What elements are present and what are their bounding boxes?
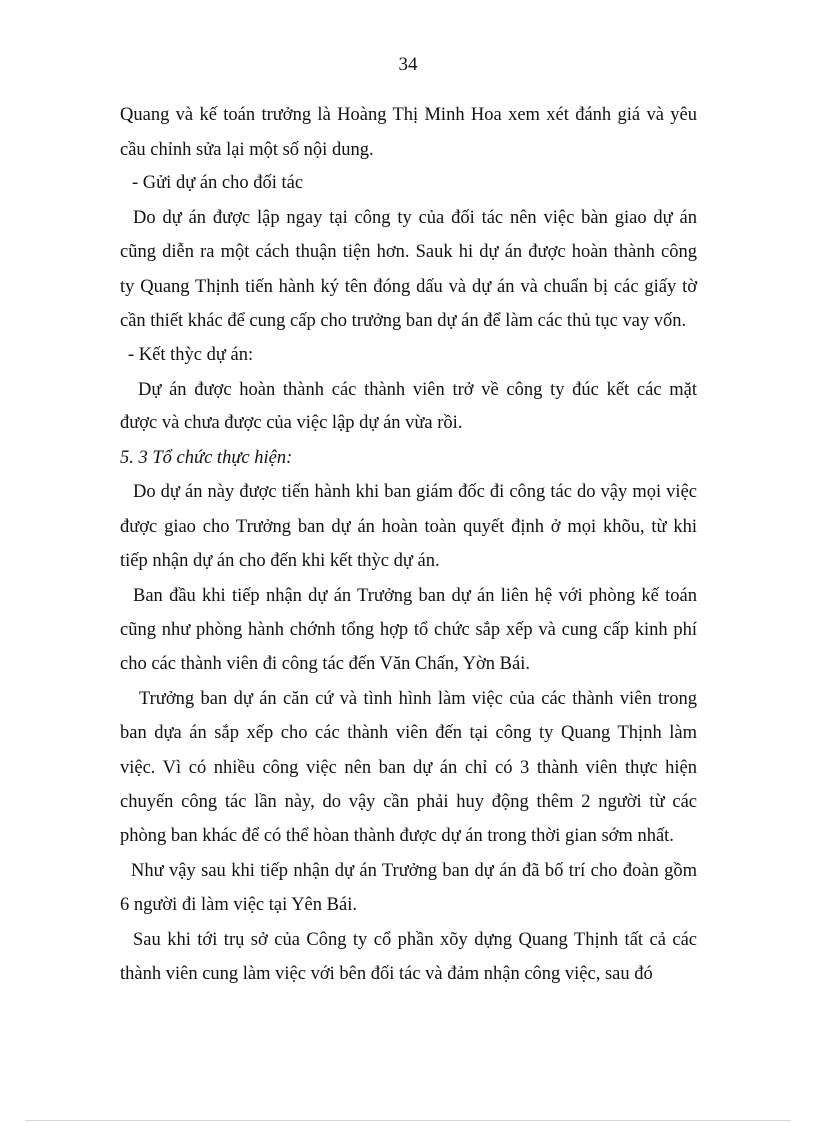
text-line: Dự án được hoàn thành các thành viên trở về công ty đúc kết các mặt bbox=[138, 380, 697, 400]
text-line: 6 người đi làm việc tại Yên Bái. bbox=[120, 895, 357, 915]
text-line: Sau khi tới trụ sở của Công ty cổ phần xõy dựng Quang Thịnh tất cả các bbox=[133, 930, 697, 950]
text-line: Ban đầu khi tiếp nhận dự án Trưởng ban dự án liên hệ với phòng kế toán bbox=[133, 586, 697, 606]
text-line: cho các thành viên đi công tác đến Văn Chấn, Yờn Bái. bbox=[120, 654, 530, 674]
text-line: cầu chỉnh sửa lại một số nội dung. bbox=[120, 140, 374, 160]
text-line: cần thiết khác để cung cấp cho trưởng ban dự án để làm các thủ tục vay vốn. bbox=[120, 311, 687, 331]
text-line: được và chưa được của việc lập dự án vừa rồi. bbox=[120, 413, 463, 433]
text-line: việc. Vì có nhiều công việc nên ban dự án chỉ có 3 thành viên thực hiện bbox=[120, 758, 697, 778]
text-line: Do dự án này được tiến hành khi ban giám đốc đi công tác do vậy mọi việc bbox=[133, 482, 697, 502]
text-line: ban dựa án sắp xếp cho các thành viên đến tại công ty Quang Thịnh làm bbox=[120, 723, 697, 743]
page-bottom-rule bbox=[25, 1120, 791, 1121]
text-line: Quang và kế toán trưởng là Hoàng Thị Minh Hoa xem xét đánh giá và yêu bbox=[120, 105, 697, 125]
text-line: Như vậy sau khi tiếp nhận dự án Trưởng ban dự án đã bố trí cho đoàn gồm bbox=[131, 861, 697, 881]
text-line: Do dự án được lập ngay tại công ty của đối tác nên việc bàn giao dự án bbox=[133, 208, 697, 228]
section-heading: 5. 3 Tổ chức thực hiện: bbox=[120, 448, 293, 468]
text-line: thành viên cung làm việc với bên đối tác và đảm nhận công việc, sau đó bbox=[120, 964, 653, 984]
text-line: phòng ban khác để có thể hòan thành được dự án trong thời gian sớm nhất. bbox=[120, 826, 674, 846]
text-line: tiếp nhận dự án cho đến khi kết thỳc dự án. bbox=[120, 551, 440, 571]
text-line: chuyến công tác lần này, do vậy cần phải huy động thêm 2 người từ các bbox=[120, 792, 697, 812]
text-line: cũng như phòng hành chớnh tổng hợp tổ chức sắp xếp và cung cấp kinh phí bbox=[120, 620, 697, 640]
page-number: 34 bbox=[398, 54, 418, 75]
bullet-heading: - Gửi dự án cho đối tác bbox=[132, 173, 304, 193]
text-line: ty Quang Thịnh tiến hành ký tên đóng dấu và dự án và chuẩn bị các giấy tờ bbox=[120, 277, 697, 297]
text-line: được giao cho Trưởng ban dự án hoàn toàn quyết định ở mọi khõu, từ khi bbox=[120, 517, 697, 537]
text-line: cũng diễn ra một cách thuận tiện hơn. Sauk hi dự án được hoàn thành công bbox=[120, 242, 697, 262]
bullet-heading: - Kết thỳc dự án: bbox=[128, 345, 254, 365]
text-line: Trưởng ban dự án căn cứ và tình hình làm việc của các thành viên trong bbox=[139, 689, 697, 709]
